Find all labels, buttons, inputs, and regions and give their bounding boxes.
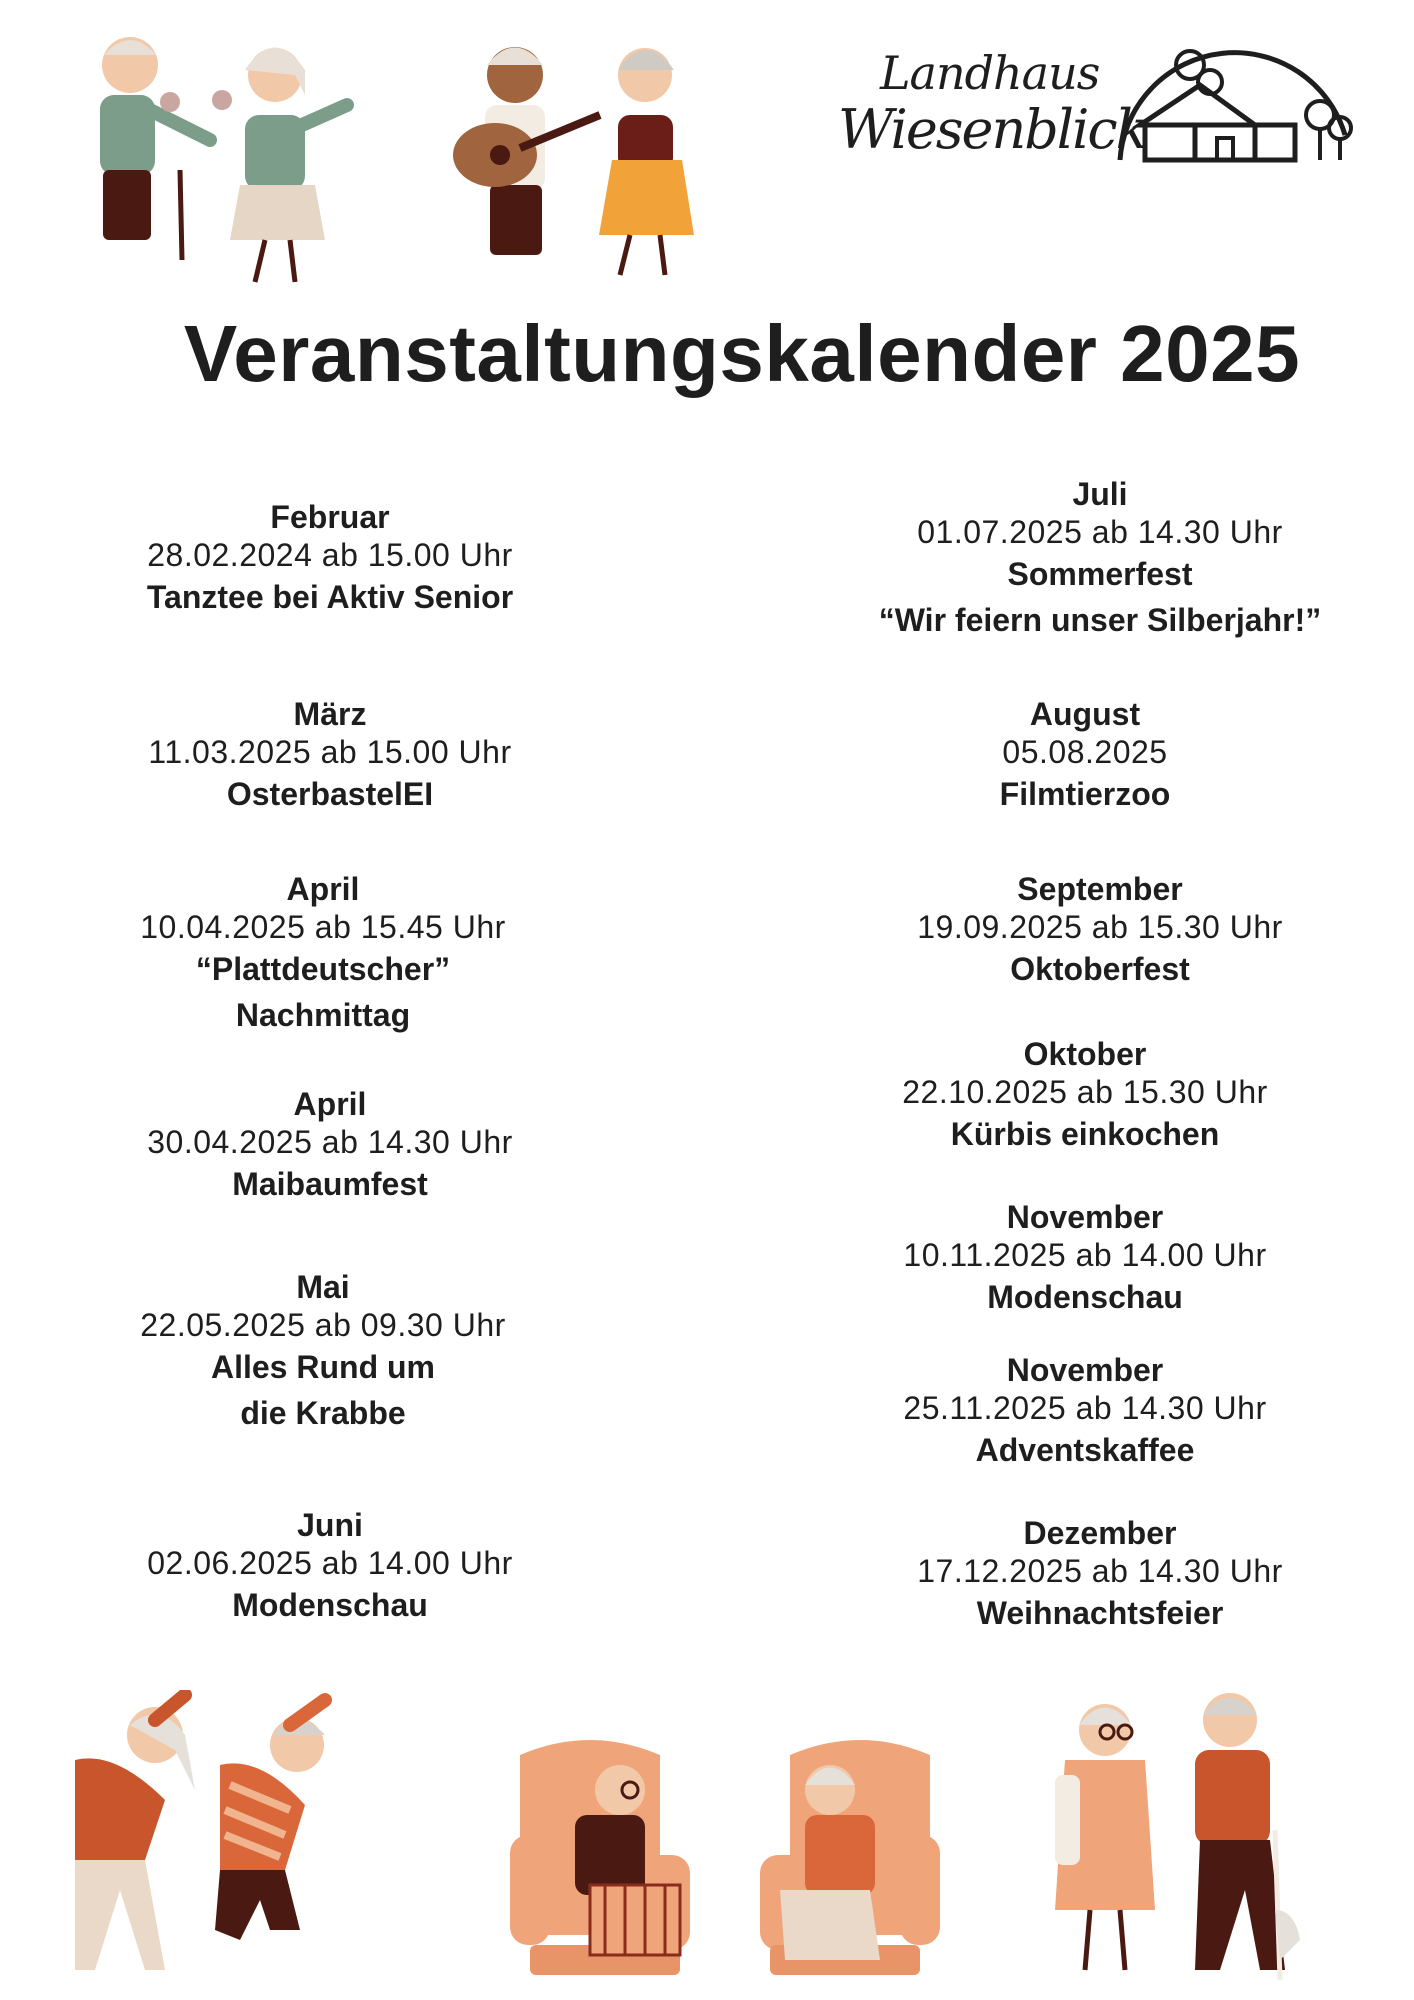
event-date: 02.06.2025 ab 14.00 Uhr (147, 1545, 513, 1581)
event-month: Juli (1072, 476, 1128, 512)
event-date: 11.03.2025 ab 15.00 Uhr (148, 734, 512, 770)
event-month: November (1006, 1352, 1164, 1388)
event-date: 22.10.2025 ab 15.30 Uhr (902, 1074, 1268, 1110)
event-title-line1: Alles Rund um (210, 1349, 435, 1385)
event-title-line1: “Plattdeutscher” (195, 951, 451, 987)
guitar-seniors-illustration (440, 20, 720, 285)
event-title-line2: “Wir feiern unser Silberjahr!” (878, 602, 1322, 638)
event-title: OsterbastelEI (226, 776, 434, 812)
event-title: Adventskaffee (975, 1432, 1195, 1468)
event-month: April (293, 1086, 367, 1122)
armchair-seniors-illustration (510, 1715, 940, 1985)
event-title: Modenschau (987, 1279, 1183, 1315)
event-date: 25.11.2025 ab 14.30 Uhr (903, 1390, 1267, 1426)
page-title: Veranstaltungskalender 2025 (183, 309, 1301, 398)
event-september (820, 870, 1380, 992)
event-title: Tanztee bei Aktiv Senior (146, 579, 514, 615)
event-month: Februar (270, 499, 390, 535)
event-date: 10.11.2025 ab 14.00 Uhr (903, 1237, 1267, 1273)
event-month: August (1029, 696, 1141, 732)
event-month: Dezember (1023, 1515, 1177, 1551)
event-month: März (293, 696, 367, 732)
event-title: Oktoberfest (1010, 951, 1190, 987)
event-august (805, 695, 1365, 817)
event-title-line2: die Krabbe (240, 1395, 406, 1431)
event-october (805, 1035, 1365, 1157)
event-title: Modenschau (232, 1587, 428, 1623)
event-month: September (1017, 871, 1183, 907)
event-may (43, 1268, 603, 1436)
event-month: Mai (296, 1269, 350, 1305)
landhaus-wiesenblick-logo (820, 40, 1360, 190)
event-december (820, 1514, 1380, 1636)
event-date: 22.05.2025 ab 09.30 Uhr (140, 1307, 506, 1343)
event-date: 28.02.2024 ab 15.00 Uhr (147, 537, 513, 573)
event-date: 05.08.2025 (1002, 734, 1168, 770)
event-month: November (1006, 1199, 1164, 1235)
event-title-line1: Sommerfest (1007, 556, 1193, 592)
logo-line1: Landhaus (880, 46, 1100, 100)
walking-seniors-illustration (1045, 1680, 1325, 1990)
singing-seniors-illustration (70, 20, 360, 290)
event-month: April (286, 871, 360, 907)
event-date: 01.07.2025 ab 14.30 Uhr (917, 514, 1283, 550)
event-date: 10.04.2025 ab 15.45 Uhr (140, 909, 506, 945)
house-arch-icon (1105, 40, 1360, 170)
event-month: Oktober (1023, 1036, 1147, 1072)
event-title: Kürbis einkochen (950, 1116, 1220, 1152)
event-july (800, 475, 1400, 643)
event-date: 17.12.2025 ab 14.30 Uhr (917, 1553, 1283, 1589)
event-april-2 (50, 1085, 610, 1207)
event-june (50, 1506, 610, 1628)
event-april-1 (43, 870, 603, 1038)
event-month: Juni (297, 1507, 363, 1543)
event-title: Weihnachtsfeier (976, 1595, 1224, 1631)
logo-line2: Wiesenblick (838, 98, 1147, 161)
event-date: 19.09.2025 ab 15.30 Uhr (917, 909, 1283, 945)
event-date: 30.04.2025 ab 14.30 Uhr (147, 1124, 513, 1160)
event-march (50, 695, 610, 817)
event-november-2 (805, 1351, 1365, 1473)
event-february (50, 498, 610, 620)
stretching-seniors-illustration (35, 1690, 355, 1980)
event-november-1 (805, 1198, 1365, 1320)
event-title-line2: Nachmittag (235, 997, 411, 1033)
event-title: Filmtierzoo (999, 776, 1171, 812)
event-title: Maibaumfest (232, 1166, 428, 1202)
